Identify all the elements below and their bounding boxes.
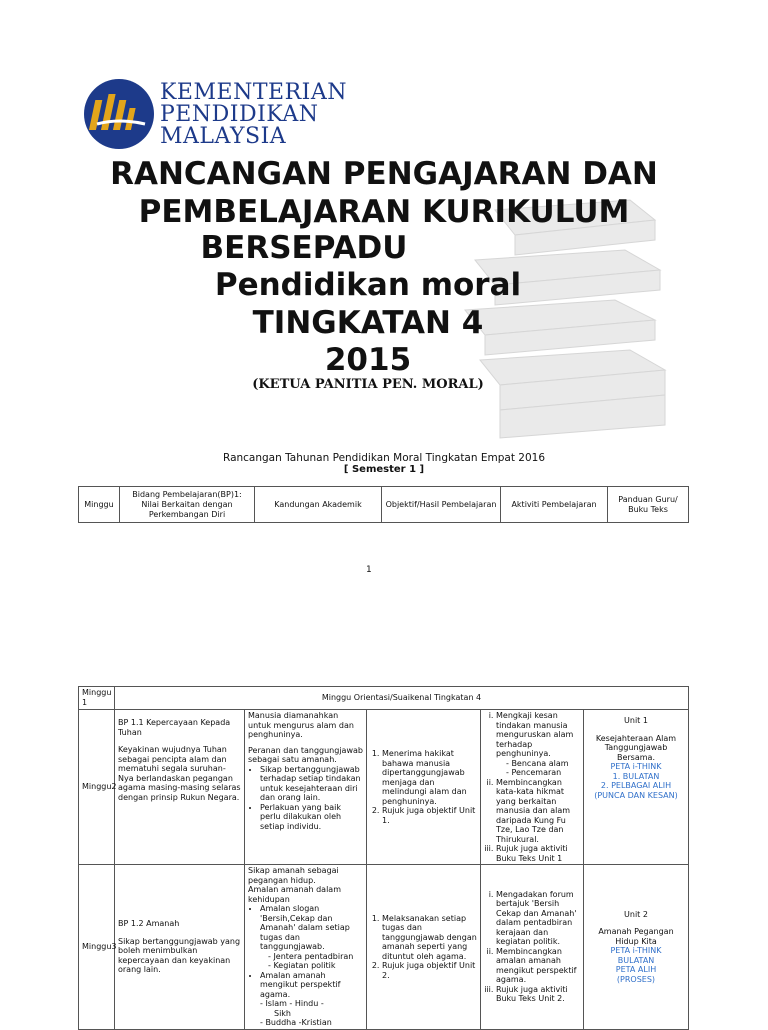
- table-row: Minggu2 BP 1.1 Kepercayaan Kepada Tuhan Keyakinan wujudnya Tuhan sebagai pencipta alam dan mematuhi segala suruhan-Nya berlandaskan pegangan agama masing-masing selaras dengan prinsip Rukun Negara. Manusia diamanahkan untuk mengurus alam dan penghuninya. Peranan dan tanggungjawab sebagai satu amanah. • Sikap bertanggungjawab terhadap setiap tindakan untuk kesejahteraan diri dan orang lain. • Perlakuan yang baik perlu dilakukan oleh setiap individu. 1. Menerima hakikat bahawa manusia dipertanggungjawab menjaga dan melindungi alam dan penghuninya. 2. Rujuk juga objektif Unit 1. i. Mengkaji kesan tindakan manusia menguruskan alam terhadap penghuninya. - Bencana alam - Pencemaran ii. Membincangkan kata-kata hikmat yang berkaitan manusia dan alam daripada Kung Fu Tze, Lao Tze dan Thirukural. iii. Rujuk juga aktiviti Buku Teks Unit 1 Unit 1 Kesejahteraan Alam Tanggungjawab Bersama. PETA i-THINK 1. BULATAN 2. PELBAGAI ALIH (PUNCA DAN KESAN): [79, 710, 689, 865]
- logo-line-3: MALAYSIA: [160, 124, 287, 149]
- religions-3: Buddha -Kristian: [265, 1018, 332, 1027]
- title-line-2: PEMBELAJARAN KURIKULUM: [138, 194, 630, 230]
- plan-heading: Rancangan Tahunan Pendidikan Moral Tingkatan Empat 2016: [223, 452, 545, 464]
- list-item: • Perlakuan yang baik perlu dilakukan oleh setiap individu.: [260, 803, 363, 832]
- header-week: Minggu: [79, 487, 120, 523]
- content-paragraph: Amalan amanah dalam kehidupan: [248, 885, 341, 904]
- header-content: Kandungan Akademik: [255, 487, 382, 523]
- activity-text: i. Mengadakan forum bertajuk 'Bersih Cekap dan Amanah' dalam pentadbiran kerajaan dan kegiatan politik.: [496, 890, 580, 947]
- header-objectives: Objektif/Hasil Pembelajaran: [382, 487, 501, 523]
- guide-map-2: 2. PELBAGAI ALIH: [600, 781, 672, 790]
- list-item: Amalan amanah mengikut perspektif agama.: [260, 970, 341, 999]
- bp-title: BP 1.2 Amanah: [118, 919, 180, 928]
- guide-ithink: PETA i-THINK: [610, 946, 662, 955]
- title-line-6: 2015: [324, 342, 412, 378]
- activity-text: iii. Rujuk juga aktiviti Buku Teks Unit 1: [496, 844, 580, 863]
- list-item: Amalan slogan 'Bersih,Cekap dan Amanah' dalam setiap tugas dan tanggungjawab.: [260, 904, 350, 951]
- religions-1: Islam - Hindu -: [265, 999, 324, 1008]
- header-bp: Bidang Pembelajaran(BP)1: Nilai Berkaitan dengan Perkembangan Diri: [120, 487, 255, 523]
- guide-unit: Unit 1: [624, 716, 648, 725]
- guide-map-2: PETA ALIH: [615, 965, 657, 974]
- guide-unit: Unit 2: [624, 909, 648, 919]
- ministry-emblem-icon: [83, 78, 155, 150]
- page-number: 1: [366, 565, 372, 575]
- header-guide: Panduan Guru/ Buku Teks: [608, 487, 689, 523]
- header-activities: Aktiviti Pembelajaran: [501, 487, 608, 523]
- title-line-3: BERSEPADU: [200, 230, 408, 266]
- list-item: 2. Rujuk juga objektif Unit 1.: [382, 806, 477, 825]
- activity-text: Mengkaji kesan tindakan manusia menguruskan alam terhadap penghuninya.: [496, 711, 574, 758]
- list-item: 1. Menerima hakikat bahawa manusia dipertanggungjawab menjaga dan melindungi alam dan penghuninya.: [382, 749, 477, 806]
- activity-text: iii. Rujuk juga aktiviti Buku Teks Unit 2.: [496, 985, 580, 1004]
- table-row: Minggu3 BP 1.2 Amanah Sikap bertanggungjawab yang boleh menimbulkan kepercayaan dan keyakinan orang lain. Sikap amanah sebagai pegangan hidup. Amalan amanah dalam kehidupan • Amalan slogan 'Bersih,Cekap dan Amanah' dalam setiap tugas dan tanggungjawab. - Jentera pentadbiran - Kegiatan politik • Amalan amanah mengikut perspektif agama. - Islam - Hindu - Sikh - Buddha -Kristian 1. Melaksanakan setiap tugas dan tanggungjawab dengan amanah seperti yang dituntut oleh agama. 2. Rujuk juga objektif Unit 2. i. Mengadakan forum bertajuk 'Bersih Cekap dan Amanah' dalam pentadbiran kerajaan dan kegiatan politik. ii. Membincangkan amalan amanah mengikut perspektif agama. iii. Rujuk juga aktiviti Buku Teks Unit 2. Unit 2 Amanah Pegangan Hidup Kita PETA i-THINK BULATAN PETA ALIH (PROSES): [79, 865, 689, 1030]
- title-line-1: RANCANGAN PENGAJARAN DAN: [110, 156, 658, 192]
- bp-description: Keyakinan wujudnya Tuhan sebagai pencipta alam dan mematuhi segala suruhan-Nya berlandaskan pegangan agama masing-masing selaras dengan prinsip Rukun Negara.: [118, 745, 241, 802]
- activity-text: ii. Membincangkan amalan amanah mengikut perspektif agama.: [496, 947, 580, 985]
- sub-item: Jentera pentadbiran: [273, 951, 354, 961]
- sub-item: Kegiatan politik: [273, 961, 336, 970]
- guide-map-note: (PUNCA DAN KESAN): [594, 790, 678, 800]
- title-subtitle: (KETUA PANITIA PEN. MORAL): [252, 377, 484, 392]
- title-line-4: Pendidikan moral: [214, 267, 522, 303]
- list-item: • Sikap bertanggungjawab terhadap setiap tindakan untuk kesejahteraan diri dan orang lain.: [260, 765, 363, 803]
- semester-label: [ Semester 1 ]: [343, 464, 425, 475]
- guide-ithink: PETA i-THINK: [610, 762, 662, 771]
- religions-2: Sikh: [274, 1008, 292, 1018]
- lesson-table: [78, 686, 689, 1030]
- content-intro: Sikap amanah sebagai pegangan hidup.: [248, 866, 339, 885]
- title-line-5: TINGKATAN 4: [252, 305, 484, 341]
- header-table: [78, 486, 689, 523]
- guide-map-note: (PROSES): [616, 974, 656, 984]
- week-cell: Minggu2: [79, 710, 115, 865]
- guide-map-1: 1. BULATAN: [612, 771, 660, 781]
- week-cell: Minggu3: [79, 865, 115, 1030]
- logo-line-2: PENDIDIKAN: [160, 102, 319, 127]
- content-paragraph: Peranan dan tanggungjawab sebagai satu amanah.: [248, 745, 363, 764]
- content-intro: Manusia diamanahkan untuk mengurus alam dan penghuninya.: [248, 711, 354, 739]
- ministry-name: [160, 82, 347, 148]
- list-item: 2. Rujuk juga objektif Unit 2.: [382, 961, 477, 980]
- sub-item: Bencana alam: [511, 758, 569, 768]
- logo-line-1: KEMENTERIAN: [160, 80, 347, 105]
- table-row: [79, 687, 689, 710]
- activity-text: ii. Membincangkan kata-kata hikmat yang berkaitan manusia dan alam daripada Kung Fu Tze, Lao Tze dan Thirukural.: [496, 778, 580, 845]
- guide-map-1: BULATAN: [617, 955, 655, 965]
- sub-item: Pencemaran: [511, 768, 562, 777]
- guide-title: Amanah Pegangan Hidup Kita: [598, 927, 674, 946]
- ministry-logo: [83, 78, 155, 150]
- bp-description: Sikap bertanggungjawab yang boleh menimbulkan kepercayaan dan keyakinan orang lain.: [118, 936, 241, 974]
- orientation-cell: Minggu Orientasi/Suaikenal Tingkatan 4: [115, 687, 689, 710]
- week-cell: Minggu 1: [79, 687, 115, 710]
- bp-title: BP 1.1 Kepercayaan Kepada Tuhan: [118, 718, 231, 737]
- list-item: 1. Melaksanakan setiap tugas dan tanggungjawab dengan amanah seperti yang dituntut oleh agama.: [382, 914, 477, 962]
- guide-title: Kesejahteraan Alam Tanggungjawab Bersama.: [595, 733, 677, 762]
